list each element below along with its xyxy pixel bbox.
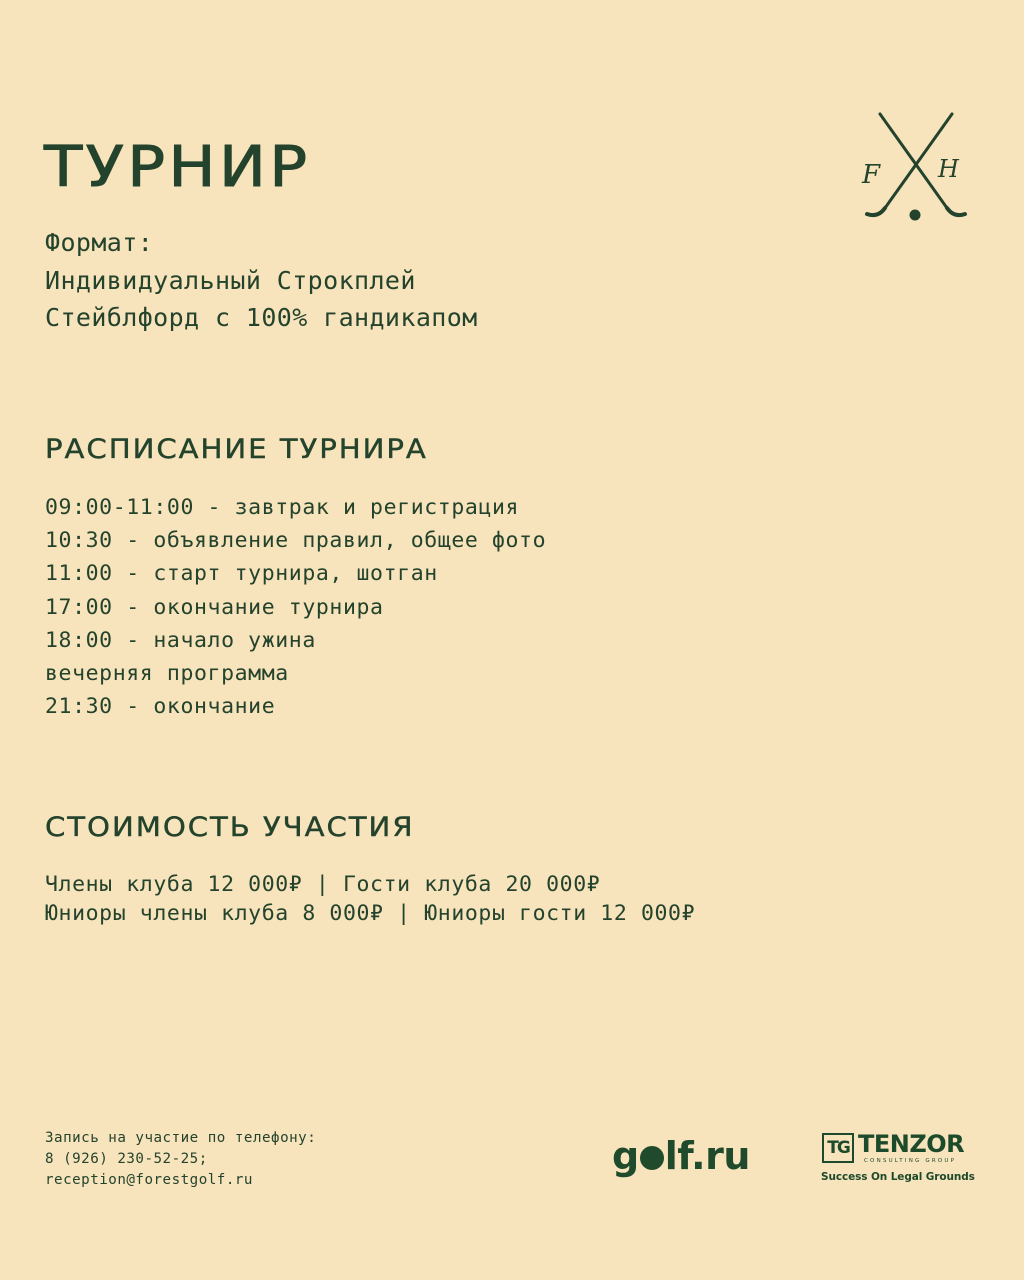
- contacts-block: [45, 1128, 316, 1191]
- schedule-item: 18:00 - начало ужина: [45, 627, 316, 653]
- tenzor-name: TENZOR: [858, 1130, 965, 1158]
- logo-letter-h: H: [938, 155, 959, 183]
- schedule-item: 11:00 - старт турнира, шотган: [45, 561, 438, 587]
- schedule-list: [45, 491, 546, 723]
- golf-ball-icon: [640, 1146, 664, 1170]
- pricing-line: Члены клуба 12 000₽ | Гости клуба 20 000₽: [45, 872, 601, 897]
- tenzor-tagline: Success On Legal Grounds: [821, 1171, 975, 1183]
- logo-letter-f: F: [862, 160, 881, 190]
- golf-ball-icon: [910, 210, 921, 221]
- golf-ru-logo: [612, 1134, 750, 1182]
- contacts-phone[interactable]: 8 (926) 230-52-25;: [45, 1151, 208, 1167]
- tenzor-logo: [820, 1130, 980, 1188]
- contacts-label: Запись на участие по телефону:: [45, 1130, 317, 1146]
- page-title: ТУРНИР: [44, 135, 311, 200]
- schedule-item: 10:30 - объявление правил, общее фото: [45, 528, 547, 554]
- schedule-item: 21:30 - окончание: [45, 694, 276, 720]
- golf-logo-prefix: g: [612, 1134, 639, 1178]
- schedule-item: 17:00 - окончание турнира: [45, 594, 384, 620]
- pricing-line: Юниоры члены клуба 8 000₽ | Юниоры гости 12 000₽: [45, 901, 696, 926]
- format-block: [45, 224, 478, 337]
- club-logo: [858, 108, 978, 228]
- tenzor-mark: TG: [822, 1133, 854, 1163]
- schedule-item: вечерняя программа: [45, 661, 289, 687]
- pricing-list: [45, 870, 695, 928]
- format-label: Формат:: [45, 228, 154, 257]
- pricing-heading: СТОИМОСТЬ УЧАСТИЯ: [45, 812, 415, 843]
- schedule-heading: РАСПИСАНИЕ ТУРНИРА: [45, 434, 428, 465]
- contacts-email[interactable]: reception@forestgolf.ru: [45, 1172, 253, 1188]
- golf-logo-suffix: lf.ru: [664, 1134, 750, 1178]
- format-line: Индивидуальный Строкплей: [45, 265, 416, 295]
- schedule-item: 09:00-11:00 - завтрак и регистрация: [45, 495, 520, 520]
- format-line: Стейблфорд с 100% гандикапом: [45, 303, 478, 332]
- tenzor-subtitle: CONSULTING GROUP: [864, 1158, 957, 1164]
